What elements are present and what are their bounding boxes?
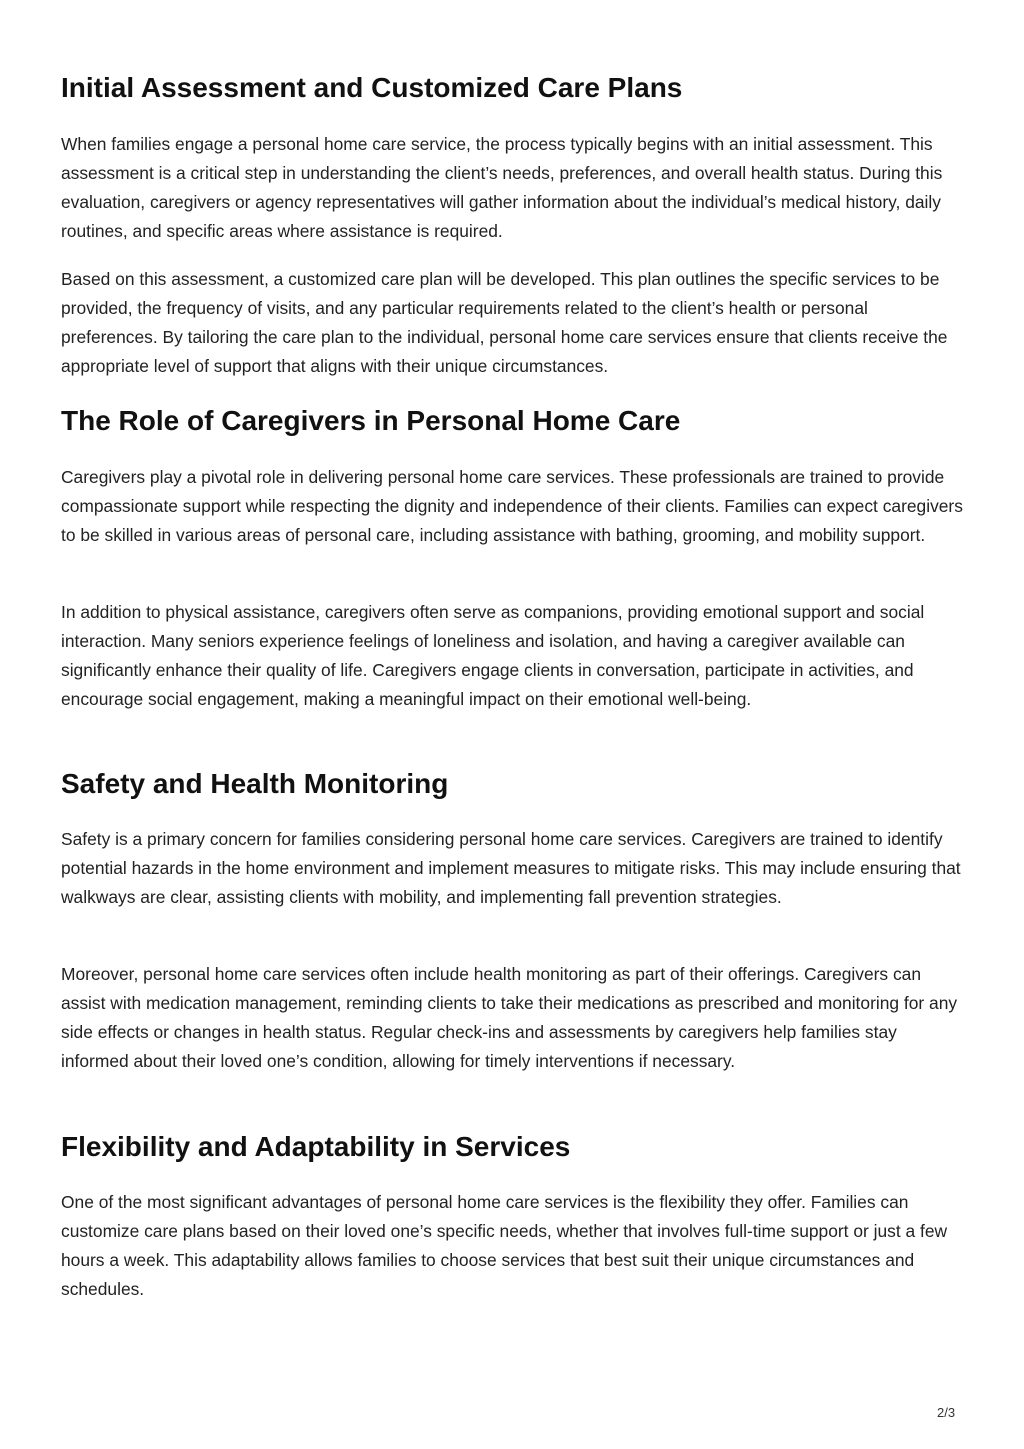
paragraph: One of the most significant advantages of personal home care services is the flexibility they offer. Families can customize care plans based on their loved one’s specific needs, whether that involves full-time support or just a few hours a week. This adaptability allows families to choose services that best suit their unique circumstances and schedules. [61, 1192, 948, 1299]
paragraph: Safety is a primary concern for families considering personal home care services. Caregivers are trained to identify potential hazards in the home environment and implement measures to mitigate risks. This may include ensuring that walkways are clear, assisting clients with mobility, and implementing fall prevention strategies. [61, 829, 961, 907]
paragraph: Caregivers play a pivotal role in delivering personal home care services. These professionals are trained to provide compassionate support while respecting the dignity and independence of their clients. Families can expect caregivers to be skilled in various areas of personal care, including assistance with bathing, grooming, and mobility support. [61, 467, 963, 545]
section-heading: Flexibility and Adaptability in Services [61, 1131, 571, 1162]
paragraph: When families engage a personal home care service, the process typically begins with an initial assessment. This assessment is a critical step in understanding the client’s needs, preferences, and overall health status. During this evaluation, caregivers or agency representatives will gather information about the individual’s medical history, daily routines, and specific areas where assistance is required. [61, 134, 943, 241]
page-number: 2/3 [937, 1405, 956, 1420]
section-heading: Initial Assessment and Customized Care Plans [61, 72, 683, 103]
section-heading: Safety and Health Monitoring [61, 768, 449, 799]
paragraph: Moreover, personal home care services often include health monitoring as part of their offerings. Caregivers can assist with medication management, reminding clients to take their medications as prescribed and monitoring for any side effects or changes in health status. Regular check-ins and assessments by caregivers help families stay informed about their loved one’s condition, allowing for timely interventions if necessary. [61, 964, 958, 1071]
paragraph: Based on this assessment, a customized care plan will be developed. This plan outlines the specific services to be provided, the frequency of visits, and any particular requirements related to the client’s health or personal preferences. By tailoring the care plan to the individual, personal home care services ensure that clients receive the appropriate level of support that aligns with their unique circumstances. [61, 269, 948, 376]
section-heading: The Role of Caregivers in Personal Home Care [61, 405, 681, 436]
paragraph: In addition to physical assistance, caregivers often serve as companions, providing emotional support and social interaction. Many seniors experience feelings of loneliness and isolation, and having a caregiver available can significantly enhance their quality of life. Caregivers engage clients in conversation, participate in activities, and encourage social engagement, making a meaningful impact on their emotional well-being. [61, 602, 925, 709]
